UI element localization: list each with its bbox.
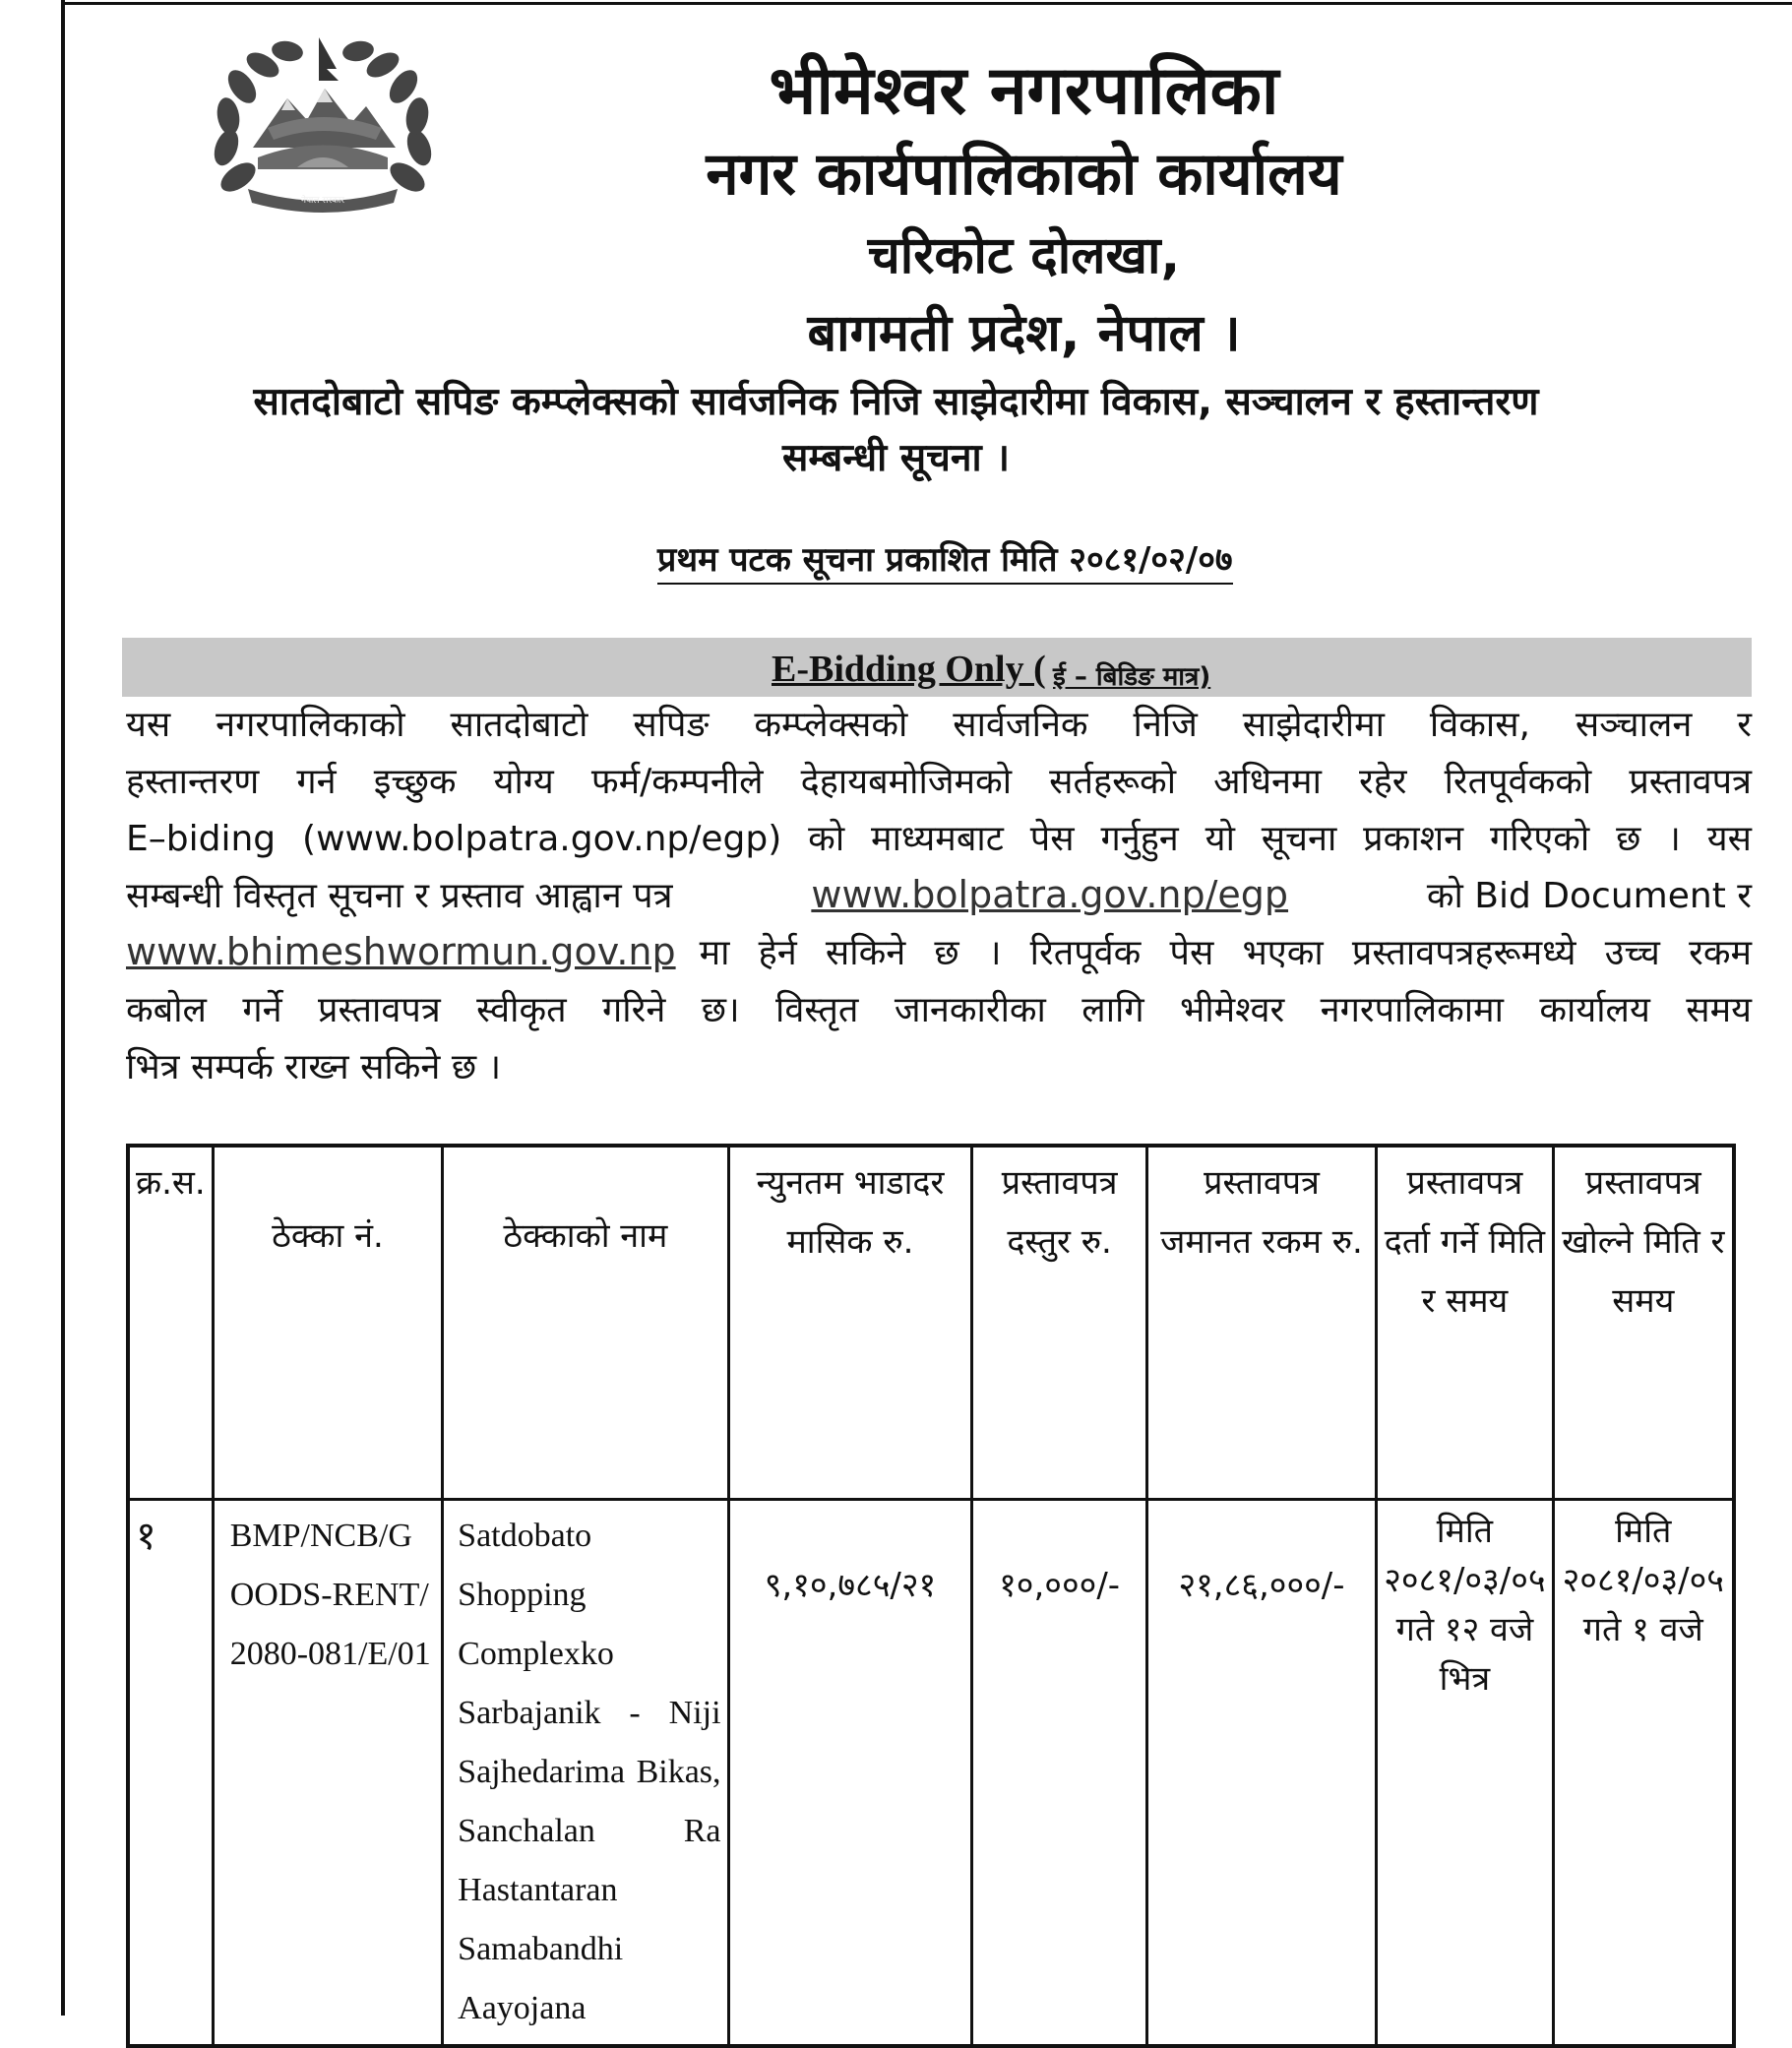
emblem-seal-text: नेपाल सरकार bbox=[300, 196, 345, 206]
notice-line-4-text: सम्बन्धी विस्तृत सूचना र प्रस्ताव आह्वान पत्र bbox=[126, 876, 673, 916]
municipality-name: भीमेश्वर नगरपालिका bbox=[769, 52, 1279, 130]
notice-line-2: हस्तान्तरण गर्न इच्छुक योग्य फर्म/कम्पनीले देहायबमोजिमको सर्तहरूको अधिनमा रहेर रितपूर्वकको प्रस्तावपत्र bbox=[126, 762, 1752, 802]
cell-security-amount: २१,८६,०००/- bbox=[1146, 1500, 1376, 2047]
cell-minimum-rent: ९,१०,७८५/२१ bbox=[728, 1500, 972, 2047]
bid-details-table bbox=[126, 1144, 1736, 2048]
office-name: नगर कार्यपालिकाको कार्यालय bbox=[706, 140, 1342, 209]
notice-line-6: कबोल गर्ने प्रस्तावपत्र स्वीकृत गरिने छ। विस्तृत जानकारीका लागि भीमेश्वर नगरपालिकामा कार्यालय समय bbox=[126, 990, 1752, 1030]
page-border-left bbox=[61, 0, 65, 2016]
header-serial-number: क्र.स. bbox=[128, 1146, 213, 1500]
header-contract-name: ठेक्काको नाम bbox=[443, 1146, 728, 1500]
notice-line-4 bbox=[126, 870, 1752, 927]
municipality-website-link[interactable]: www.bhimeshwormun.gov.np bbox=[126, 930, 676, 973]
notice-line-7: भित्र सम्पर्क राख्न सकिने छ । bbox=[126, 1047, 502, 1087]
notice-line-3: E–biding (www.bolpatra.gov.np/egp) को माध्यमबाट पेस गर्नुहुन यो सूचना प्रकाशन गरिएको छ । यस bbox=[126, 819, 1752, 859]
notice-subject-line2: सम्बन्धी सूचना । bbox=[781, 436, 1010, 480]
cell-registration-date: मिति २०८१/०३/०५ गते १२ वजे भित्र bbox=[1377, 1500, 1553, 2047]
cell-contract-number: BMP/NCB/GOODS-RENT/2080-081/E/01 bbox=[213, 1500, 442, 2047]
table-row bbox=[128, 1500, 1734, 2047]
header-minimum-rent: न्युनतम भाडादर मासिक रु. bbox=[728, 1146, 972, 1500]
cell-contract-name: Satdobato Shopping Complexko Sarbajanik - Niji Sajhedarima Bikas, Sanchalan Ra Hastantaran Samabandhi Aayojana bbox=[443, 1500, 728, 2047]
office-address: चरिकोट दोलखा, bbox=[867, 226, 1181, 285]
header-registration-date: प्रस्तावपत्र दर्ता गर्ने मिति र समय bbox=[1377, 1146, 1553, 1500]
cell-serial-number: १ bbox=[128, 1500, 213, 2047]
cell-proposal-fee: १०,०००/- bbox=[972, 1500, 1146, 2047]
cell-opening-date: मिति २०८१/०३/०५ गते १ वजे bbox=[1553, 1500, 1734, 2047]
header-opening-date: प्रस्तावपत्र खोल्ने मिति र समय bbox=[1553, 1146, 1734, 1500]
e-bidding-label-nepali: ई – बिडिङ मात्र) bbox=[1053, 662, 1211, 692]
header-security-amount: प्रस्तावपत्र जमानत रकम रु. bbox=[1146, 1146, 1376, 1500]
notice-line-4-tail: को Bid Document र bbox=[1426, 876, 1752, 916]
notice-line-5 bbox=[126, 927, 1752, 984]
province-country: बागमती प्रदेश, नेपाल । bbox=[807, 304, 1241, 363]
notice-line-1: यस नगरपालिकाको सातदोबाटो सपिङ कम्प्लेक्सको सार्वजनिक निजि साझेदारीमा विकास, सञ्चालन र bbox=[126, 705, 1752, 745]
notice-subject-line1: सातदोबाटो सपिङ कम्प्लेक्सको सार्वजनिक निजि साझेदारीमा विकास, सञ्चालन र हस्तान्तरण bbox=[253, 380, 1539, 424]
notice-line-5-text: मा हेर्न सकिने छ । रितपूर्वक पेस भएका प्रस्तावपत्रहरूमध्ये उच्च रकम bbox=[699, 933, 1752, 973]
header-contract-number: ठेक्का नं. bbox=[213, 1146, 442, 1500]
page-border-top bbox=[61, 2, 1792, 5]
table-header-row bbox=[128, 1146, 1734, 1500]
bolpatra-link[interactable]: www.bolpatra.gov.np/egp bbox=[811, 873, 1289, 916]
header-proposal-fee: प्रस्तावपत्र दस्तुर रु. bbox=[972, 1146, 1146, 1500]
e-bidding-label: E-Bidding Only ( bbox=[772, 649, 1046, 690]
publication-date: प्रथम पटक सूचना प्रकाशित मिति २०८१/०२/०७ bbox=[657, 535, 1233, 585]
